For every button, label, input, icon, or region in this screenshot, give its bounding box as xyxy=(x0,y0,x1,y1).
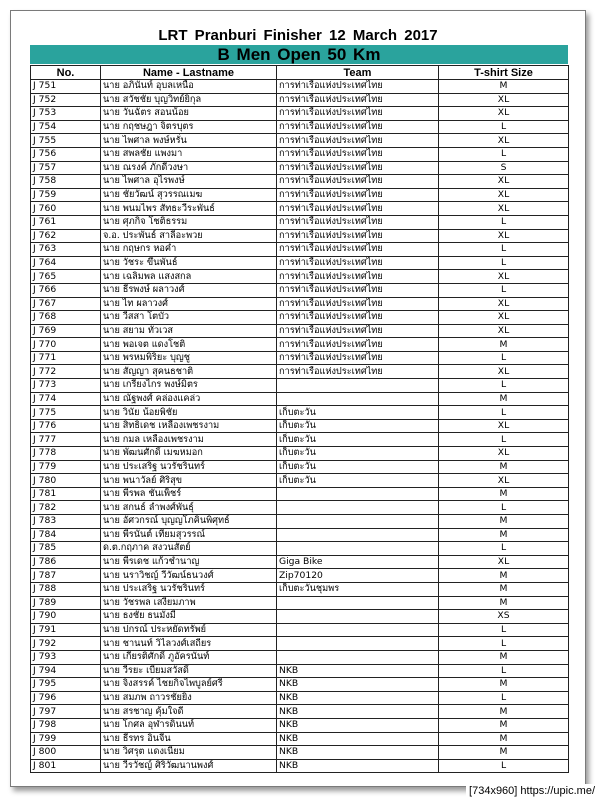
cell-name: นาย เกียรติศักดิ์ ภูอัครนันท์ xyxy=(101,650,277,664)
table-header-row xyxy=(31,66,569,80)
cell-tshirt-size: M xyxy=(439,746,569,760)
cell-bib-number: J 790 xyxy=(31,610,101,624)
cell-team: การท่าเรือแห่งประเทศไทย xyxy=(277,311,439,325)
table-row xyxy=(31,93,569,107)
cell-team: NKB xyxy=(277,705,439,719)
cell-name: นาย วินัย น้อยพิชัย xyxy=(101,406,277,420)
cell-team: NKB xyxy=(277,759,439,773)
cell-bib-number: J 765 xyxy=(31,270,101,284)
cell-team xyxy=(277,596,439,610)
cell-name: นาย วีสสา โตบัว xyxy=(101,311,277,325)
cell-name: นาย เฉลิมพล แสงสกล xyxy=(101,270,277,284)
cell-bib-number: J 773 xyxy=(31,379,101,393)
cell-name: นาย พนมไพร สัทธะวีระพันธ์ xyxy=(101,202,277,216)
cell-tshirt-size: M xyxy=(439,338,569,352)
cell-name: นาย กฤชษฎา จิตรบุตร xyxy=(101,120,277,134)
cell-name: นาย สพลชัย แพงมา xyxy=(101,147,277,161)
cell-tshirt-size: L xyxy=(439,147,569,161)
cell-tshirt-size: XL xyxy=(439,229,569,243)
cell-team xyxy=(277,392,439,406)
cell-name: ด.ต.กฤภาค สงวนสัตย์ xyxy=(101,542,277,556)
cell-bib-number: J 763 xyxy=(31,243,101,257)
cell-tshirt-size: XL xyxy=(439,175,569,189)
cell-bib-number: J 770 xyxy=(31,338,101,352)
cell-bib-number: J 792 xyxy=(31,637,101,651)
table-row xyxy=(31,311,569,325)
table-row xyxy=(31,487,569,501)
cell-tshirt-size: L xyxy=(439,691,569,705)
cell-tshirt-size: M xyxy=(439,650,569,664)
table-row xyxy=(31,746,569,760)
cell-tshirt-size: S xyxy=(439,161,569,175)
cell-team: การท่าเรือแห่งประเทศไทย xyxy=(277,107,439,121)
cell-bib-number: J 758 xyxy=(31,175,101,189)
cell-team: NKB xyxy=(277,732,439,746)
table-row xyxy=(31,542,569,556)
cell-name: นาย วันฉัตร สอนน้อย xyxy=(101,107,277,121)
cell-bib-number: J 791 xyxy=(31,623,101,637)
cell-bib-number: J 774 xyxy=(31,392,101,406)
table-row xyxy=(31,392,569,406)
cell-name: นาย พีรเดช แก้วชำนาญ xyxy=(101,555,277,569)
cell-team: เก็บตะวันชุมพร xyxy=(277,582,439,596)
cell-tshirt-size: L xyxy=(439,215,569,229)
cell-team: การท่าเรือแห่งประเทศไทย xyxy=(277,147,439,161)
cell-tshirt-size: XS xyxy=(439,610,569,624)
cell-team: เก็บตะวัน xyxy=(277,474,439,488)
category-banner: B Men Open 50 Km xyxy=(30,45,568,64)
cell-bib-number: J 768 xyxy=(31,311,101,325)
cell-bib-number: J 769 xyxy=(31,324,101,338)
table-row xyxy=(31,582,569,596)
cell-team xyxy=(277,501,439,515)
cell-tshirt-size: M xyxy=(439,732,569,746)
cell-bib-number: J 796 xyxy=(31,691,101,705)
cell-name: นาย วีรวัชญ์ ศิริวัฒนานพงศ์ xyxy=(101,759,277,773)
image-host-watermark: [734x960] https://upic.me/ xyxy=(466,784,598,798)
table-row xyxy=(31,338,569,352)
cell-team: เก็บตะวัน xyxy=(277,460,439,474)
cell-name: นาย วัชระ ขึ้นพันธ์ xyxy=(101,256,277,270)
table-row xyxy=(31,297,569,311)
cell-name: นาย โกศล อุฬารดินนท์ xyxy=(101,718,277,732)
cell-name: นาย พอเจต แดงโชติ xyxy=(101,338,277,352)
table-row xyxy=(31,732,569,746)
cell-bib-number: J 788 xyxy=(31,582,101,596)
cell-name: นาย ประเสริฐ นวรัชรินทร์ xyxy=(101,582,277,596)
cell-bib-number: J 798 xyxy=(31,718,101,732)
cell-team: การท่าเรือแห่งประเทศไทย xyxy=(277,80,439,94)
cell-team: Giga Bike xyxy=(277,555,439,569)
table-row xyxy=(31,705,569,719)
cell-tshirt-size: L xyxy=(439,120,569,134)
column-header-no: No. xyxy=(31,66,101,80)
cell-tshirt-size: L xyxy=(439,406,569,420)
cell-bib-number: J 767 xyxy=(31,297,101,311)
finisher-table xyxy=(30,65,569,773)
cell-name: นาย กฤษกร หอคำ xyxy=(101,243,277,257)
table-row xyxy=(31,324,569,338)
cell-bib-number: J 797 xyxy=(31,705,101,719)
table-row xyxy=(31,447,569,461)
cell-tshirt-size: L xyxy=(439,501,569,515)
cell-name: นาย ปกรณ์ ประหยัดทรัพย์ xyxy=(101,623,277,637)
cell-tshirt-size: L xyxy=(439,351,569,365)
cell-name: นาย ธีรทร อินจีน xyxy=(101,732,277,746)
cell-bib-number: J 762 xyxy=(31,229,101,243)
cell-name: นาย ศุภกิจ โชติธรรม xyxy=(101,215,277,229)
cell-name: นาย ณัฐพงศ์ คล่องแคล่ว xyxy=(101,392,277,406)
cell-bib-number: J 757 xyxy=(31,161,101,175)
cell-name: นาย สวัชชัย บุญวิทย์ยิกุล xyxy=(101,93,277,107)
table-row xyxy=(31,419,569,433)
cell-tshirt-size: M xyxy=(439,460,569,474)
cell-bib-number: J 776 xyxy=(31,419,101,433)
cell-bib-number: J 800 xyxy=(31,746,101,760)
cell-name: นาย พีรนันต์ เทียมสุวรรณ์ xyxy=(101,528,277,542)
cell-team: การท่าเรือแห่งประเทศไทย xyxy=(277,243,439,257)
cell-name: นาย อัศวกรณ์ บุญญโภคินพิศุทธ์ xyxy=(101,515,277,529)
cell-name: นาย ไพศาล อุไรพงษ์ xyxy=(101,175,277,189)
cell-team xyxy=(277,528,439,542)
cell-bib-number: J 780 xyxy=(31,474,101,488)
cell-team: การท่าเรือแห่งประเทศไทย xyxy=(277,93,439,107)
cell-tshirt-size: M xyxy=(439,582,569,596)
table-row xyxy=(31,406,569,420)
cell-bib-number: J 795 xyxy=(31,678,101,692)
cell-tshirt-size: M xyxy=(439,515,569,529)
table-row xyxy=(31,501,569,515)
cell-name: นาย ชานนท์ วิไลวงศ์เสถียร xyxy=(101,637,277,651)
cell-name: นาย วิศรุต แดงเนียม xyxy=(101,746,277,760)
table-row xyxy=(31,664,569,678)
cell-team: การท่าเรือแห่งประเทศไทย xyxy=(277,215,439,229)
cell-bib-number: J 779 xyxy=(31,460,101,474)
cell-bib-number: J 771 xyxy=(31,351,101,365)
table-row xyxy=(31,229,569,243)
table-row xyxy=(31,243,569,257)
cell-bib-number: J 794 xyxy=(31,664,101,678)
cell-name: นาย จิงสรรค์ ไชยกิจไพบูลย์ศรี xyxy=(101,678,277,692)
cell-team: การท่าเรือแห่งประเทศไทย xyxy=(277,175,439,189)
cell-tshirt-size: L xyxy=(439,664,569,678)
cell-team xyxy=(277,650,439,664)
cell-tshirt-size: XL xyxy=(439,311,569,325)
cell-bib-number: J 753 xyxy=(31,107,101,121)
cell-team xyxy=(277,610,439,624)
cell-tshirt-size: XL xyxy=(439,107,569,121)
cell-team: เก็บตะวัน xyxy=(277,406,439,420)
table-row xyxy=(31,569,569,583)
table-row xyxy=(31,515,569,529)
table-row xyxy=(31,256,569,270)
cell-bib-number: J 784 xyxy=(31,528,101,542)
table-row xyxy=(31,188,569,202)
cell-tshirt-size: M xyxy=(439,705,569,719)
table-row xyxy=(31,107,569,121)
cell-team: การท่าเรือแห่งประเทศไทย xyxy=(277,270,439,284)
cell-team: การท่าเรือแห่งประเทศไทย xyxy=(277,338,439,352)
table-row xyxy=(31,691,569,705)
cell-bib-number: J 787 xyxy=(31,569,101,583)
column-header-size: T-shirt Size xyxy=(439,66,569,80)
cell-name: นาย สัญญา สุคนธชาติ xyxy=(101,365,277,379)
cell-tshirt-size: XL xyxy=(439,555,569,569)
table-row xyxy=(31,460,569,474)
cell-tshirt-size: L xyxy=(439,379,569,393)
cell-bib-number: J 761 xyxy=(31,215,101,229)
cell-name: นาย สิทธิเดช เหลืองเพชรงาม xyxy=(101,419,277,433)
cell-name: นาย นราวิชญ์ วีวัฒน์ธนวงศ์ xyxy=(101,569,277,583)
cell-team xyxy=(277,623,439,637)
table-row xyxy=(31,474,569,488)
document-page xyxy=(10,10,586,787)
table-row xyxy=(31,80,569,94)
cell-bib-number: J 772 xyxy=(31,365,101,379)
cell-bib-number: J 786 xyxy=(31,555,101,569)
cell-team: การท่าเรือแห่งประเทศไทย xyxy=(277,229,439,243)
cell-name: นาย เกรียงไกร พงษ์มิตร xyxy=(101,379,277,393)
cell-team: การท่าเรือแห่งประเทศไทย xyxy=(277,351,439,365)
event-title: LRT Pranburi Finisher 12 March 2017 xyxy=(158,27,438,44)
cell-tshirt-size: L xyxy=(439,283,569,297)
cell-tshirt-size: M xyxy=(439,678,569,692)
table-row xyxy=(31,650,569,664)
cell-name: นาย พีรพล ชันเพ็ชร์ xyxy=(101,487,277,501)
cell-name: นาย วีรยะ เบียมสวัสดิ์ xyxy=(101,664,277,678)
table-row xyxy=(31,215,569,229)
table-row xyxy=(31,283,569,297)
cell-tshirt-size: L xyxy=(439,759,569,773)
table-row xyxy=(31,120,569,134)
cell-name: นาย อภินันท์ อุบลเหนือ xyxy=(101,80,277,94)
table-row xyxy=(31,528,569,542)
cell-tshirt-size: L xyxy=(439,243,569,257)
cell-tshirt-size: M xyxy=(439,718,569,732)
cell-tshirt-size: XL xyxy=(439,188,569,202)
table-row xyxy=(31,134,569,148)
cell-team: NKB xyxy=(277,678,439,692)
table-row xyxy=(31,379,569,393)
cell-bib-number: J 764 xyxy=(31,256,101,270)
table-row xyxy=(31,270,569,284)
cell-bib-number: J 782 xyxy=(31,501,101,515)
table-row xyxy=(31,147,569,161)
cell-name: นาย ไท ผลาวงศ์ xyxy=(101,297,277,311)
cell-team: การท่าเรือแห่งประเทศไทย xyxy=(277,202,439,216)
column-header-team: Team xyxy=(277,66,439,80)
table-row xyxy=(31,202,569,216)
cell-name: นาย วัชรพล เสงี่ยมภาพ xyxy=(101,596,277,610)
table-row xyxy=(31,161,569,175)
cell-tshirt-size: L xyxy=(439,542,569,556)
cell-bib-number: J 755 xyxy=(31,134,101,148)
cell-bib-number: J 778 xyxy=(31,447,101,461)
cell-name: นาย สกนธ์ ลำพงศ์พันธุ์ xyxy=(101,501,277,515)
cell-tshirt-size: M xyxy=(439,392,569,406)
cell-bib-number: J 754 xyxy=(31,120,101,134)
table-row xyxy=(31,718,569,732)
cell-bib-number: J 751 xyxy=(31,80,101,94)
cell-team: การท่าเรือแห่งประเทศไทย xyxy=(277,120,439,134)
cell-bib-number: J 785 xyxy=(31,542,101,556)
table-row xyxy=(31,351,569,365)
cell-team: NKB xyxy=(277,746,439,760)
table-row xyxy=(31,623,569,637)
cell-bib-number: J 801 xyxy=(31,759,101,773)
cell-team: การท่าเรือแห่งประเทศไทย xyxy=(277,365,439,379)
cell-tshirt-size: XL xyxy=(439,447,569,461)
table-row xyxy=(31,610,569,624)
cell-tshirt-size: L xyxy=(439,433,569,447)
table-row xyxy=(31,433,569,447)
cell-tshirt-size: M xyxy=(439,596,569,610)
cell-tshirt-size: L xyxy=(439,256,569,270)
cell-name: นาย ชัยวัฒน์ สุวรรณเมฆ xyxy=(101,188,277,202)
cell-name: จ.อ. ประพันธ์ สาลีอะพวย xyxy=(101,229,277,243)
cell-team: การท่าเรือแห่งประเทศไทย xyxy=(277,283,439,297)
cell-name: นาย กมล เหลืองเพชรงาม xyxy=(101,433,277,447)
cell-tshirt-size: XL xyxy=(439,202,569,216)
cell-team: การท่าเรือแห่งประเทศไทย xyxy=(277,324,439,338)
cell-tshirt-size: XL xyxy=(439,134,569,148)
table-row xyxy=(31,596,569,610)
table-row xyxy=(31,678,569,692)
cell-tshirt-size: XL xyxy=(439,474,569,488)
cell-team: การท่าเรือแห่งประเทศไทย xyxy=(277,297,439,311)
cell-team: เก็บตะวัน xyxy=(277,433,439,447)
cell-team xyxy=(277,487,439,501)
cell-bib-number: J 793 xyxy=(31,650,101,664)
table-row xyxy=(31,555,569,569)
cell-bib-number: J 760 xyxy=(31,202,101,216)
cell-name: นาย ธงชัย ธนมั่งมี xyxy=(101,610,277,624)
cell-tshirt-size: M xyxy=(439,80,569,94)
cell-name: นาย พนาวัลย์ ศิริสุข xyxy=(101,474,277,488)
cell-team: การท่าเรือแห่งประเทศไทย xyxy=(277,188,439,202)
cell-bib-number: J 759 xyxy=(31,188,101,202)
cell-bib-number: J 789 xyxy=(31,596,101,610)
table-row xyxy=(31,175,569,189)
cell-team: Zip70120 xyxy=(277,569,439,583)
cell-bib-number: J 783 xyxy=(31,515,101,529)
cell-name: นาย สมภพ ถาวรชัยยิ่ง xyxy=(101,691,277,705)
cell-team: การท่าเรือแห่งประเทศไทย xyxy=(277,134,439,148)
cell-name: นาย ประเสริฐ นวรัชรินทร์ xyxy=(101,460,277,474)
table-row xyxy=(31,365,569,379)
cell-team: NKB xyxy=(277,718,439,732)
cell-tshirt-size: XL xyxy=(439,419,569,433)
cell-tshirt-size: M xyxy=(439,487,569,501)
cell-name: นาย สรชาญ คุ้มใจดี xyxy=(101,705,277,719)
cell-tshirt-size: XL xyxy=(439,365,569,379)
cell-team xyxy=(277,515,439,529)
cell-team: การท่าเรือแห่งประเทศไทย xyxy=(277,161,439,175)
cell-tshirt-size: L xyxy=(439,623,569,637)
cell-team: NKB xyxy=(277,664,439,678)
cell-team: การท่าเรือแห่งประเทศไทย xyxy=(277,256,439,270)
cell-tshirt-size: XL xyxy=(439,270,569,284)
table-row xyxy=(31,759,569,773)
cell-name: นาย พรหมพิริยะ บุญชู xyxy=(101,351,277,365)
column-header-name: Name - Lastname xyxy=(101,66,277,80)
cell-tshirt-size: M xyxy=(439,528,569,542)
cell-tshirt-size: L xyxy=(439,637,569,651)
cell-name: นาย ณรงค์ ภักดีวงษา xyxy=(101,161,277,175)
cell-bib-number: J 752 xyxy=(31,93,101,107)
cell-bib-number: J 777 xyxy=(31,433,101,447)
cell-name: นาย ไพศาล พงษ์หรั่น xyxy=(101,134,277,148)
cell-team xyxy=(277,379,439,393)
cell-bib-number: J 756 xyxy=(31,147,101,161)
cell-tshirt-size: XL xyxy=(439,324,569,338)
cell-tshirt-size: XL xyxy=(439,297,569,311)
cell-team xyxy=(277,542,439,556)
cell-bib-number: J 775 xyxy=(31,406,101,420)
cell-tshirt-size: XL xyxy=(439,93,569,107)
table-row xyxy=(31,637,569,651)
cell-team: เก็บตะวัน xyxy=(277,419,439,433)
cell-tshirt-size: M xyxy=(439,569,569,583)
cell-bib-number: J 781 xyxy=(31,487,101,501)
cell-bib-number: J 766 xyxy=(31,283,101,297)
cell-team xyxy=(277,637,439,651)
cell-name: นาย พัฒนศักดิ์ เมฆหมอก xyxy=(101,447,277,461)
cell-bib-number: J 799 xyxy=(31,732,101,746)
cell-team: NKB xyxy=(277,691,439,705)
cell-name: นาย ธีรพงษ์ ผลาวงศ์ xyxy=(101,283,277,297)
cell-name: นาย สยาม ทั่วเวส xyxy=(101,324,277,338)
cell-team: เก็บตะวัน xyxy=(277,447,439,461)
